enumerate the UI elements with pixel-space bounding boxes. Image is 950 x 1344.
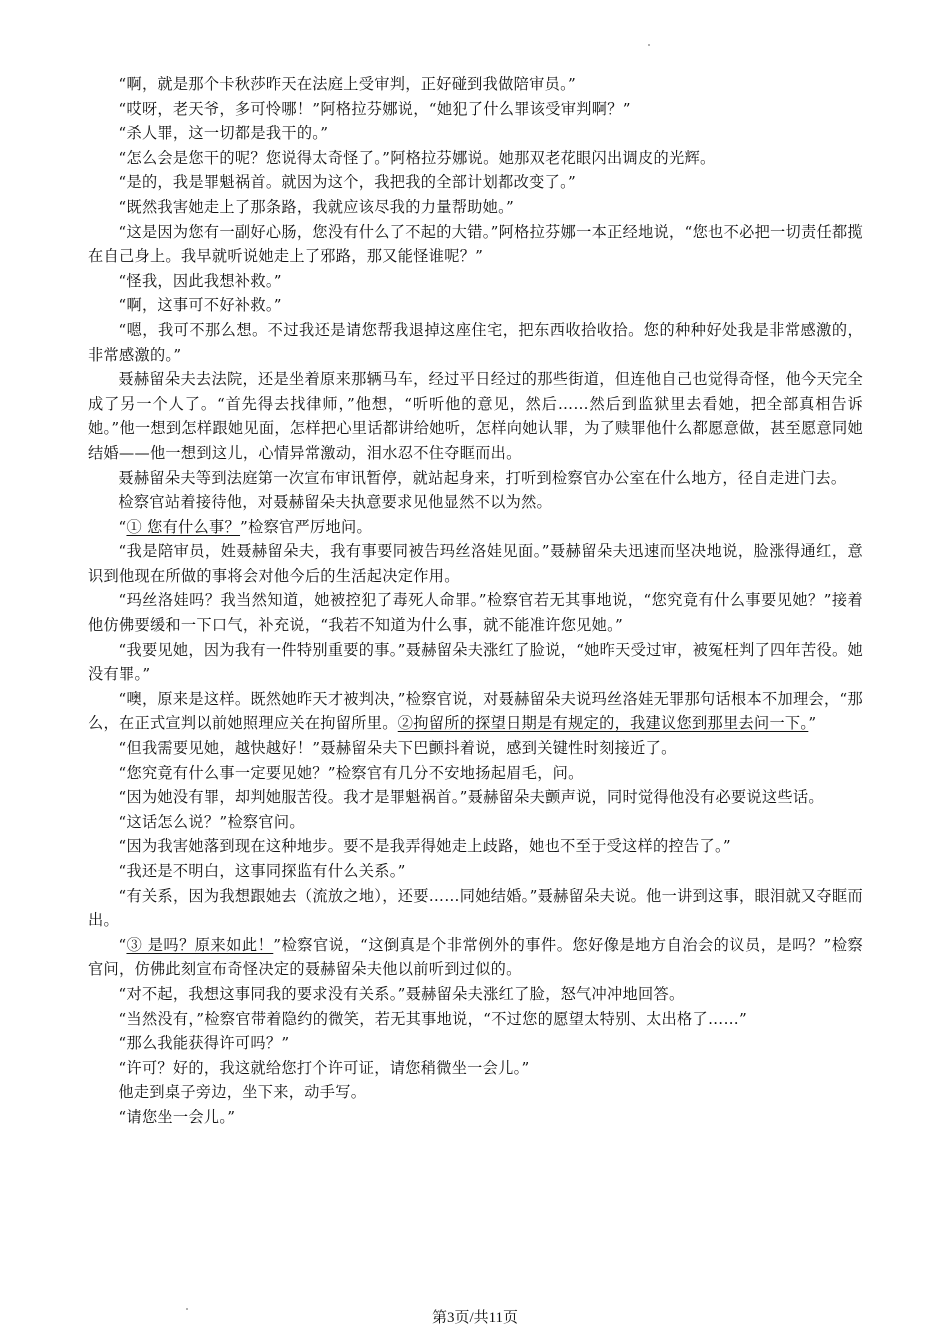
paragraph: [88, 859, 863, 884]
underlined-phrase: ① 您有什么事？: [126, 517, 241, 536]
text-run: “这话怎么说？”检察官问。: [118, 812, 305, 831]
text-run: “我是陪审员，姓聂赫留朵夫，我有事要同被告玛丝洛娃见面。”聂赫留朵夫迅速而坚决地说，脸涨得通红，意识到他现在所做的事将会对他今后的生活起决定作用。: [88, 542, 863, 585]
page-footer: 第3页/共11页: [431, 1310, 519, 1326]
paragraph: [88, 638, 863, 687]
text-run: “: [118, 935, 127, 954]
text-run: “对不起，我想这事同我的要求没有关系。”聂赫留朵夫涨红了脸，怒气冲冲地回答。: [118, 984, 685, 1003]
paragraph: [88, 170, 863, 195]
underlined-phrase: ③ 是吗？原来如此！: [126, 935, 274, 954]
paragraph: [88, 588, 863, 637]
paragraph: [88, 466, 863, 491]
text-run: “许可？好的，我这就给您打个许可证，请您稍微坐一会儿。”: [118, 1058, 530, 1077]
paragraph: [88, 761, 863, 786]
paragraph: [88, 884, 863, 933]
paragraph: [88, 736, 863, 761]
paragraph: [88, 1080, 863, 1105]
paragraph: [88, 1105, 863, 1130]
paragraph: [88, 490, 863, 515]
text-run: “: [118, 517, 127, 536]
text-run: 聂赫留朵夫去法院，还是坐着原来那辆马车，经过平日经过的那些街道，但连他自己也觉得奇怪，他今天完全成了另一个人了。“首先得去找律师，”他想，“听听他的意见，然后……然后到监狱里去看她，把全部真相告诉她。”他一想到怎样跟她见面，怎样把心里话都讲给她听，怎样向她认罪，为了赎罪他什么都愿意做，甚至愿意同她结婚——他一想到这儿，心情异常激动，泪水忍不住夺眶而出。: [88, 370, 863, 462]
paragraph: [88, 220, 863, 269]
text-run: “嗯，我可不那么想。不过我还是请您帮我退掉这座住宅，把东西收拾收拾。您的种种好处我是非常感激的，非常感激的。”: [88, 320, 863, 364]
paragraph: [88, 269, 863, 294]
text-run: “噢，原来是这样。既然她昨天才被判决，”检察官说，对聂赫留朵夫说玛丝洛娃无罪那句话根本不加理会，“那么，在正式宣判以前她照理应关在拘留所里。: [88, 689, 863, 733]
paragraph: [88, 834, 863, 859]
paragraph: [88, 1007, 863, 1032]
underlined-phrase: ②拘留所的探望日期是有规定的，我建议您到那里去问一下。: [397, 714, 809, 733]
text-run: “这是因为您有一副好心肠，您没有什么了不起的大错。”阿格拉芬娜一本正经地说，“您也不必把一切责任都揽在自己身上。我早就听说她走上了邪路，那又能怪谁呢？”: [88, 222, 863, 266]
text-run: “您究竟有什么事一定要见她？”检察官有几分不安地扬起眉毛，问。: [118, 763, 584, 782]
paragraph: [88, 785, 863, 810]
paragraph: [88, 367, 863, 465]
text-run: “因为我害她落到现在这种地步。要不是我弄得她走上歧路，她也不至于受这样的控告了。”: [118, 837, 731, 856]
text-run: “玛丝洛娃吗？我当然知道，她被控犯了毒死人命罪。”检察官若无其事地说，“您究竟有什么事要见她？”接着他仿佛要缓和一下口气，补充说，“我若不知道为什么事，就不能准许您见她。”: [88, 591, 863, 635]
text-run: “有关系，因为我想跟她去（流放之地），还要……同她结婚。”聂赫留朵夫说。他一讲到这事，眼泪就又夺眶而出。: [88, 886, 863, 930]
paragraph: [88, 539, 863, 588]
paragraph: [88, 293, 863, 318]
paragraph: [88, 810, 863, 835]
paragraph: [88, 318, 863, 367]
scan-dot: [648, 44, 650, 46]
paragraph: [88, 515, 863, 540]
text-run: “我要见她，因为我有一件特别重要的事。”聂赫留朵夫涨红了脸说，“她昨天受过审，被冤枉判了四年苦役。她没有罪。”: [88, 640, 863, 684]
text-run: “杀人罪，这一切都是我干的。”: [118, 124, 329, 143]
text-run: 检察官站着接待他，对聂赫留朵夫执意要求见他显然不以为然。: [118, 493, 553, 512]
paragraph: [88, 195, 863, 220]
text-run: “啊，就是那个卡秋莎昨天在法庭上受审判，正好碰到我做陪审员。”: [118, 75, 577, 93]
text-run: “是的，我是罪魁祸首。就因为这个，我把我的全部计划都改变了。”: [118, 173, 577, 192]
text-run: “那么我能获得许可吗？”: [118, 1034, 290, 1053]
text-run: ”检察官说，“这倒真是个非常例外的事件。您好像是地方自治会的议员，是吗？”检察官问，仿佛此刻宣布奇怪决定的聂赫留朵夫他以前听到过似的。: [88, 935, 864, 979]
text-run: “当然没有，”检察官带着隐约的微笑，若无其事地说，“不过您的愿望太特别、太出格了……”: [118, 1009, 748, 1028]
text-run: “啊，这事可不好补救。”: [118, 296, 282, 315]
paragraph: [88, 97, 863, 122]
text-run: “我还是不明白，这事同探监有什么关系。”: [118, 862, 406, 880]
text-run: “因为她没有罪，却判她服苦役。我才是罪魁祸首。”聂赫留朵夫颤声说，同时觉得他没有必要说这些话。: [118, 788, 824, 807]
paragraph: [88, 1031, 863, 1056]
text-run: “怎么会是您干的呢？您说得太奇怪了。”阿格拉芬娜说。她那双老花眼闪出调皮的光辉。: [118, 148, 716, 167]
paragraph: [88, 146, 863, 171]
text-run: 聂赫留朵夫等到法庭第一次宣布审讯暂停，就站起身来，打听到检察官办公室在什么地方，径自走进门去。: [118, 468, 847, 487]
scan-dot: [186, 1308, 188, 1310]
paragraph: [88, 72, 863, 97]
paragraph: [88, 933, 863, 982]
text-run: 他走到桌子旁边，坐下来，动手写。: [118, 1083, 367, 1102]
text-run: “哎呀，老天爷，多可怜哪！”阿格拉芬娜说，“她犯了什么罪该受审判啊？”: [118, 99, 631, 118]
text-run: “既然我害她走上了那条路，我就应该尽我的力量帮助她。”: [118, 197, 515, 216]
text-run: “怪我，因此我想补救。”: [118, 271, 282, 290]
text-run: ”: [808, 714, 817, 733]
paragraph: [88, 1056, 863, 1081]
paragraph: [88, 121, 863, 146]
text-run: “请您坐一会儿。”: [118, 1107, 236, 1126]
text-run: ”检察官严厉地问。: [240, 517, 372, 536]
paragraph: [88, 687, 863, 736]
text-run: “但我需要见她，越快越好！”聂赫留朵夫下巴颤抖着说，感到关键性时刻接近了。: [118, 739, 677, 758]
paragraph: [88, 982, 863, 1007]
document-body: [88, 72, 863, 1130]
